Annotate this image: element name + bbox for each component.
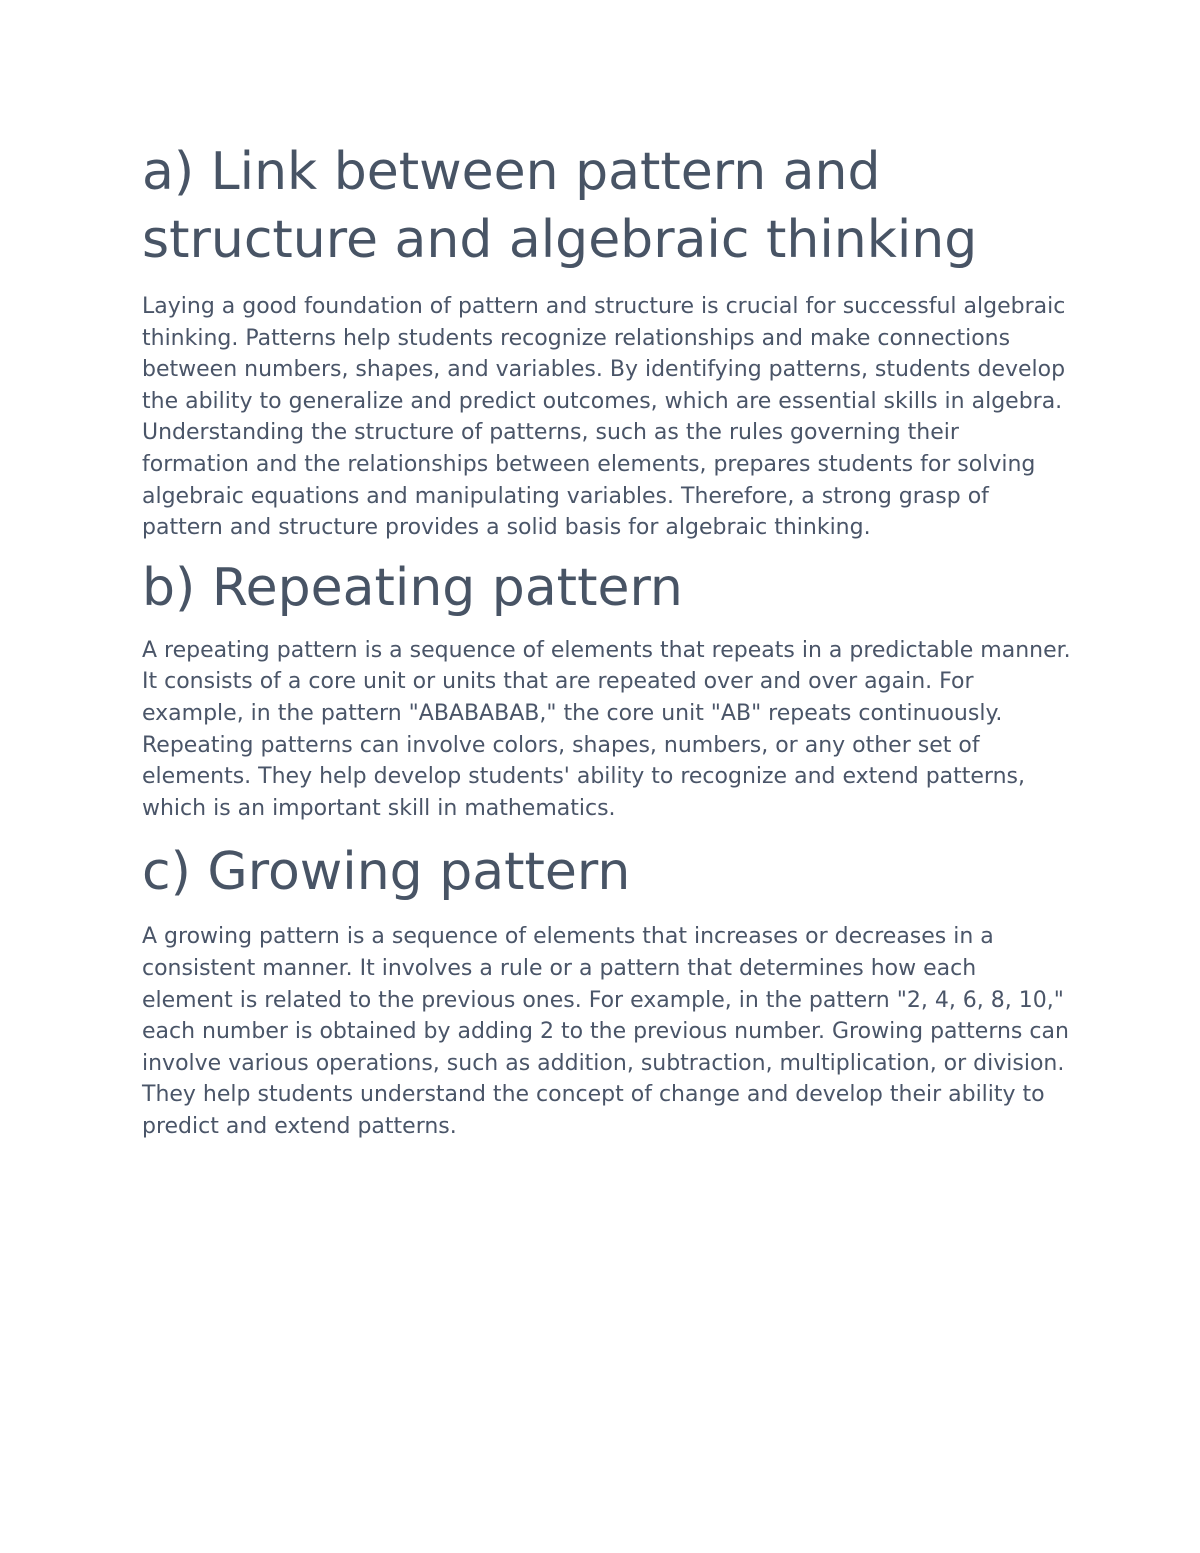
section-repeating-pattern: [142, 554, 1072, 825]
section-growing-pattern: [142, 838, 1072, 1142]
section-body-a: Laying a good foundation of pattern and structure is crucial for successful algebraic thinking. Patterns help students recognize relationships and make connections between numbers, shapes, and variables. By identifying patterns, students develop the ability to generalize and predict outcomes, which are essential skills in algebra. Understanding the structure of patterns, such as the rules governing their formation and the relationships between elements, prepares students for solving algebraic equations and manipulating variables. Therefore, a strong grasp of pattern and structure provides a solid basis for algebraic thinking.: [142, 294, 1066, 541]
section-heading-a: a) Link between pattern and structure and algebraic thinking: [142, 142, 978, 270]
section-body-b: A repeating pattern is a sequence of elements that repeats in a predictable manner. It consists of a core unit or units that are repeated over and over again. For example, in the pattern "ABABABAB," the core unit "AB" repeats continuously. Repeating patterns can involve colors, shapes, numbers, or any other set of elements. They help develop students' ability to recognize and extend patterns, which is an important skill in mathematics.: [142, 637, 1071, 821]
section-body-c: A growing pattern is a sequence of elements that increases or decreases in a consistent manner. It involves a rule or a pattern that determines how each element is related to the previous ones. For example, in the pattern "2, 4, 6, 8, 10," each number is obtained by adding 2 to the previous number. Growing patterns can involve various operations, such as addition, subtraction, multiplication, or division. They help students understand the concept of change and develop their ability to predict and extend patterns.: [142, 924, 1069, 1139]
document-page: [142, 138, 1072, 1142]
section-heading-c: c) Growing pattern: [142, 842, 631, 903]
section-pattern-structure-algebra: [142, 138, 1072, 544]
section-heading-b: b) Repeating pattern: [142, 557, 683, 618]
